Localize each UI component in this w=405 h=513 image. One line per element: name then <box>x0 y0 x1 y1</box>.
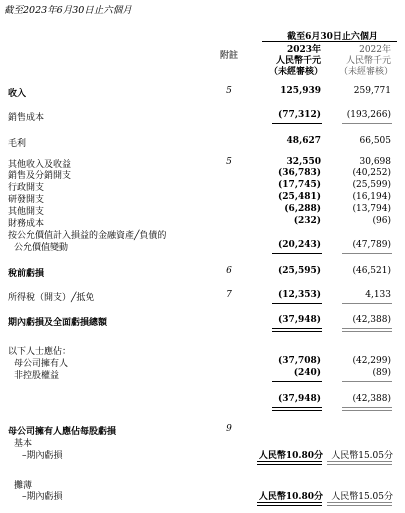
row-label: –期內虧損 <box>22 451 63 461</box>
row-label: 行政開支 <box>8 183 45 193</box>
row-label: 非控股權益 <box>14 371 60 381</box>
row-note: 7 <box>226 290 232 300</box>
year-2023-header: 2023年 <box>286 45 321 55</box>
row-value-2023: (232) <box>293 216 321 226</box>
row-value-2022: 66,505 <box>359 136 391 146</box>
row-label: 銷售成本 <box>8 113 45 123</box>
period-header: 截至6月30日止六個月 <box>287 32 378 42</box>
row-value-2022: (89) <box>372 368 391 378</box>
unit-2023-header: 人民幣千元 <box>275 56 321 66</box>
row-label: 所得稅（開支）╱抵免 <box>8 293 95 303</box>
row-label: 研發開支 <box>8 195 45 205</box>
row-value-2022: (42,388) <box>352 315 391 325</box>
row-value-2023: (25,481) <box>278 192 321 202</box>
row-value-2023: 人民幣10.80分 <box>258 492 323 502</box>
note-column-header: 附註 <box>219 51 238 61</box>
row-value-2023: 人民幣10.80分 <box>258 451 323 461</box>
row-value-2023: (240) <box>293 368 321 378</box>
row-value-2022: (96) <box>372 216 391 226</box>
row-value-2023: (36,783) <box>278 168 321 178</box>
statement-period-title: 截至2023年6月30日止六個月 <box>4 5 132 16</box>
row-value-2022: (47,789) <box>352 240 391 250</box>
row-label: 基本 <box>14 439 33 449</box>
row-label: 銷售及分銷開支 <box>8 171 72 181</box>
row-note: 9 <box>226 424 232 434</box>
row-label: 財務成本 <box>8 219 45 229</box>
row-label: 公允價值變動 <box>14 243 69 253</box>
row-value-2022: (42,299) <box>352 356 391 366</box>
row-label: 其他收入及收益 <box>8 160 72 170</box>
row-label: 母公司擁有人應佔每股虧損 <box>8 427 117 437</box>
row-value-2023: (17,745) <box>278 180 321 190</box>
row-label: 其他開支 <box>8 207 45 217</box>
row-value-2023: (37,948) <box>278 315 321 325</box>
row-value-2023: 125,939 <box>280 86 321 96</box>
row-value-2022: 人民幣15.05分 <box>331 492 393 502</box>
row-note: 5 <box>226 86 232 96</box>
row-value-2023: (20,243) <box>278 240 321 250</box>
year-2022-header: 2022年 <box>359 45 391 55</box>
row-label: 毛利 <box>8 139 27 149</box>
row-value-2022: 30,698 <box>359 157 391 167</box>
row-value-2022: 259,771 <box>353 86 391 96</box>
row-value-2022: 4,133 <box>365 290 391 300</box>
unit-2022-header: 人民幣千元 <box>345 56 391 66</box>
row-label: 攤薄 <box>14 481 33 491</box>
row-value-2022: (46,521) <box>352 266 391 276</box>
row-value-2022: (13,794) <box>352 204 391 214</box>
row-label: 收入 <box>8 89 27 99</box>
row-value-2023: (6,288) <box>284 204 321 214</box>
row-label: 期內虧損及全面虧損總額 <box>8 318 108 328</box>
row-label: 稅前虧損 <box>8 269 45 279</box>
row-value-2023: (77,312) <box>278 110 321 120</box>
row-value-2022: 人民幣15.05分 <box>331 451 393 461</box>
row-value-2022: (193,266) <box>346 110 391 120</box>
row-value-2023: (37,948) <box>278 394 321 404</box>
row-value-2023: (25,595) <box>278 266 321 276</box>
row-note: 6 <box>226 266 232 276</box>
row-value-2023: 32,550 <box>286 157 321 167</box>
row-value-2022: (40,252) <box>352 168 391 178</box>
row-value-2023: 48,627 <box>286 136 321 146</box>
row-label: –期內虧損 <box>22 492 63 502</box>
row-value-2022: (25,599) <box>352 180 391 190</box>
row-value-2023: (12,353) <box>278 290 321 300</box>
row-label: 以下人士應佔： <box>8 347 72 357</box>
row-label: 按公允價值計入損益的金融資產╱負債的 <box>8 231 167 241</box>
row-value-2022: (16,194) <box>352 192 391 202</box>
row-value-2023: (37,708) <box>278 356 321 366</box>
row-note: 5 <box>226 157 232 167</box>
audit-2023-header: （未經審核） <box>268 67 323 77</box>
row-label: 母公司擁有人 <box>14 359 69 369</box>
row-value-2022: (42,388) <box>352 394 391 404</box>
audit-2022-header: （未經審核） <box>338 67 393 77</box>
